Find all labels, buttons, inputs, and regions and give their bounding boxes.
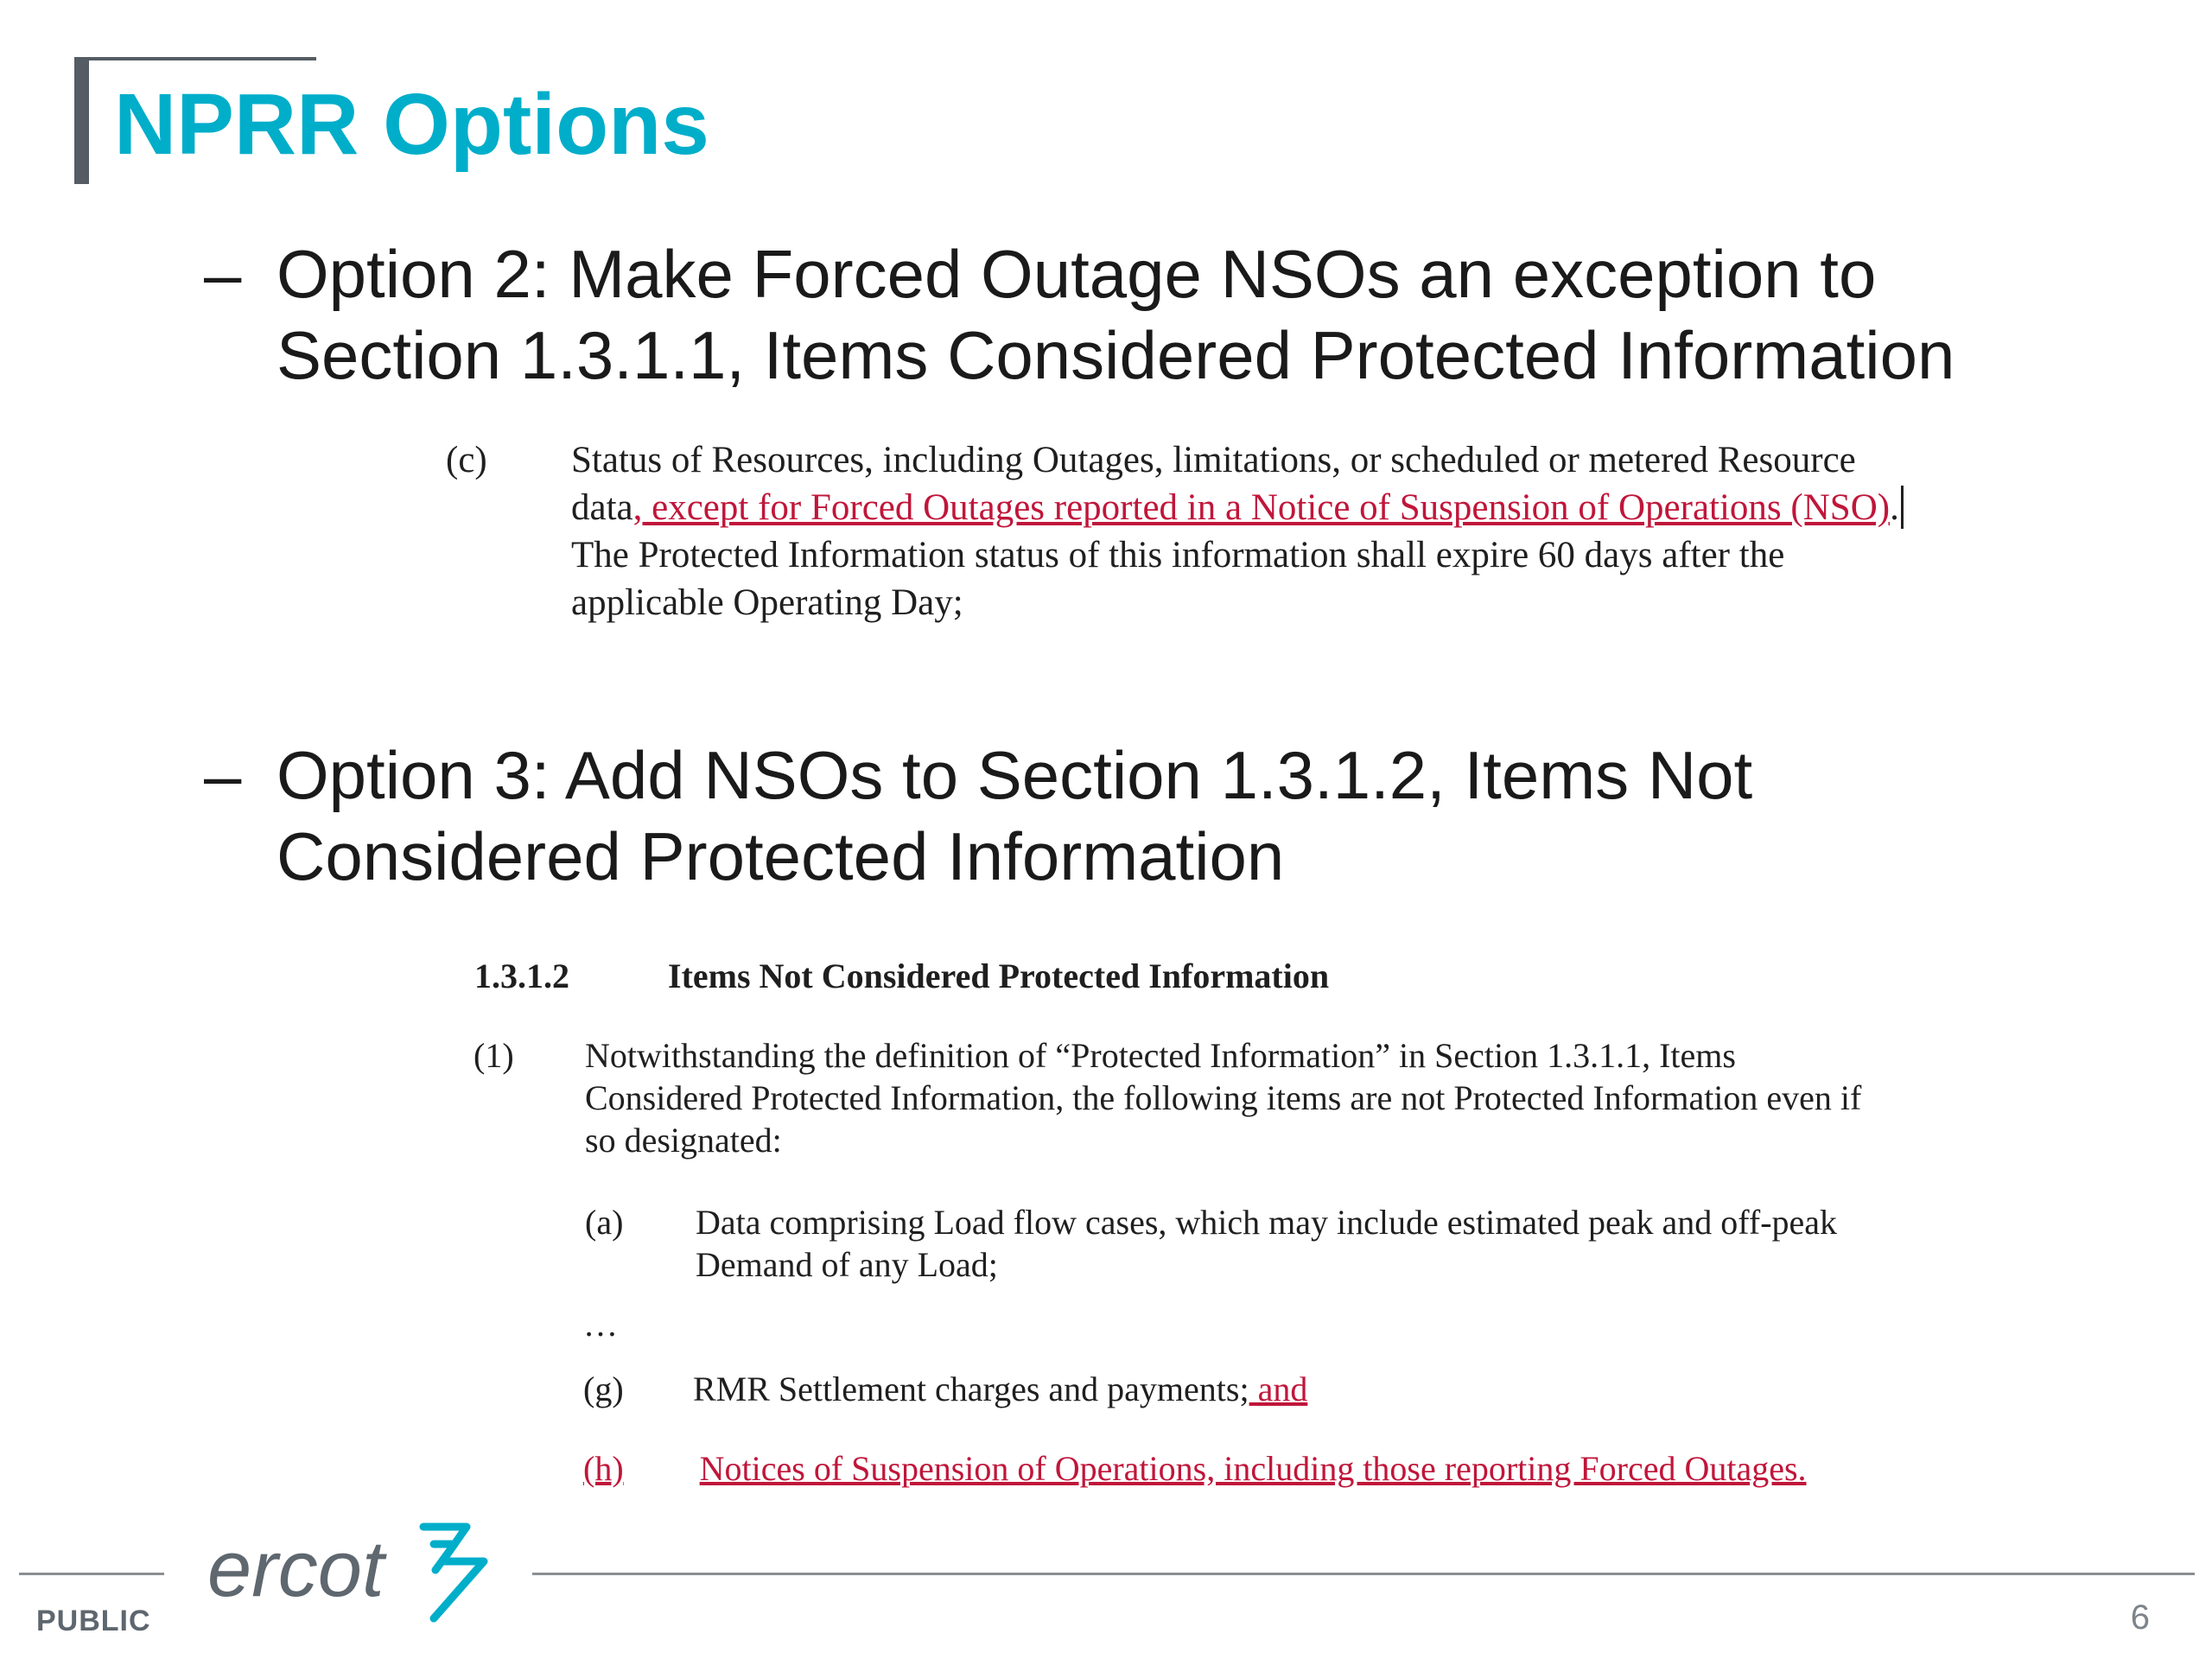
title-accent-bar: [74, 57, 89, 184]
item-g-original: RMR Settlement charges and payments;: [693, 1370, 1249, 1408]
item-h-label: (h): [583, 1449, 624, 1488]
paragraph-1-text: Notwithstanding the definition of “Protected Information” in Section 1.3.1.1, Items Considered Protected Information, the following items are not Protected Information even if so designated:: [585, 1036, 1862, 1160]
page-number: 6: [2130, 1599, 2150, 1637]
bolt-icon: [423, 1527, 484, 1618]
item-a-text: Data comprising Load flow cases, which may include estimated peak and off-peak Demand of any Load;: [696, 1203, 1838, 1284]
option-3-text: Option 3: Add NSOs to Section 1.3.1.2, Items Not Considered Protected Information: [276, 737, 1753, 894]
slide-title: NPRR Options: [114, 76, 709, 173]
footer-rule-right: [532, 1573, 2195, 1575]
footer-rule-left: [19, 1573, 164, 1575]
item-h-insertion: [583, 1447, 1966, 1490]
item-a-label: (a): [585, 1203, 624, 1242]
item-g-text: [693, 1368, 1903, 1410]
ercot-logo: [207, 1516, 501, 1629]
item-c-text: [571, 436, 1919, 626]
item-h-text: Notices of Suspension of Operations, including those reporting Forced Outages.: [699, 1449, 1807, 1488]
paragraph-1-label: (1): [474, 1036, 514, 1075]
item-c-label: (c): [446, 440, 487, 480]
ellipsis: …: [583, 1305, 618, 1344]
item-c-original: Status of Resources, including Outages, limitations, or scheduled or metered Resource data: [571, 440, 1856, 528]
item-g-insertion: and: [1249, 1370, 1308, 1408]
item-c-remainder: . The Protected Information status of this information shall expire 60 days after the applicable Operating Day;: [571, 487, 1899, 623]
classification-label: PUBLIC: [36, 1605, 151, 1637]
item-g-label: (g): [583, 1370, 624, 1408]
bullet-dash: –: [204, 737, 242, 813]
option-2-bullet: [204, 233, 2018, 396]
logo-wordmark: ercot: [207, 1525, 385, 1613]
section-title: Items Not Considered Protected Information: [668, 957, 1330, 995]
bullet-dash: –: [204, 236, 242, 312]
option-3-bullet: [204, 734, 2018, 897]
text-cursor: [1901, 486, 1904, 529]
title-accent-top: [74, 57, 316, 60]
item-c-insertion: , except for Forced Outages reported in a Notice of Suspension of Operations (NSO): [632, 487, 1891, 528]
section-number: 1.3.1.2: [474, 957, 569, 995]
option-2-text: Option 2: Make Forced Outage NSOs an exception to Section 1.3.1.1, Items Considered Protected Information: [276, 236, 1955, 393]
